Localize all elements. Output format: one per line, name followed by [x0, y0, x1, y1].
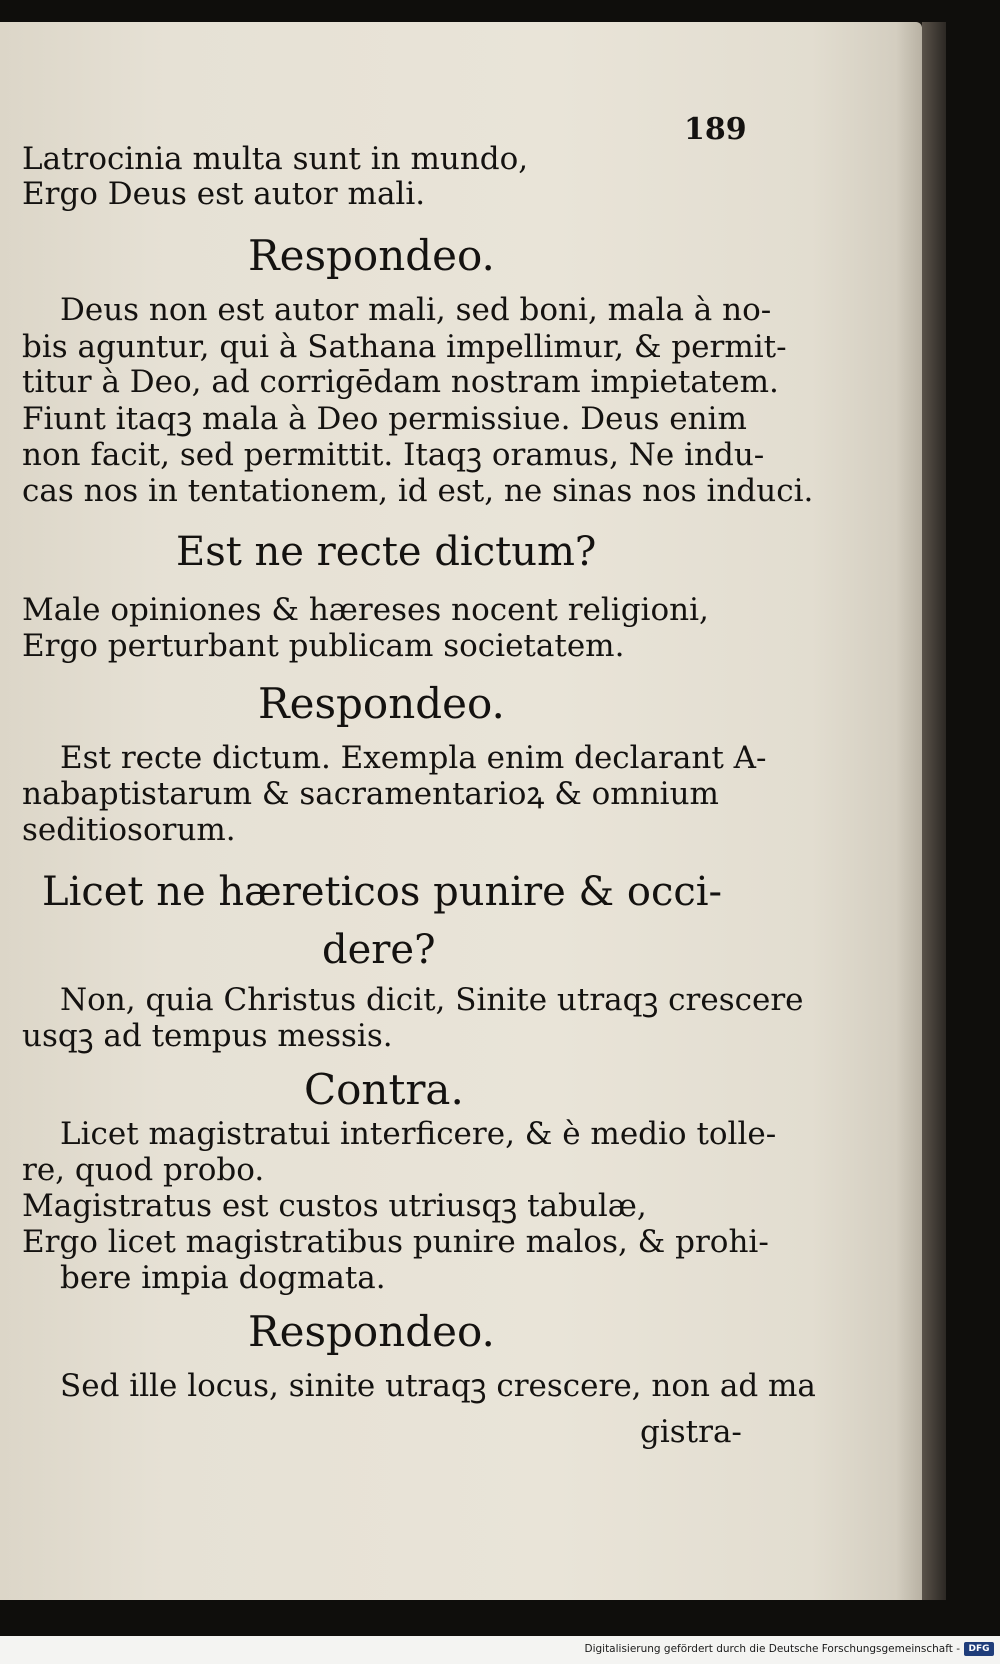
- text-line: cas nos in tentationem, id est, ne sinas nos induci.: [22, 473, 814, 509]
- text-line: Male opiniones & hæreses nocent religioni,: [22, 592, 709, 628]
- text-line: Sed ille locus, sinite utraqꝫ crescere, non ad ma: [60, 1368, 816, 1404]
- text-line: Ergo Deus est autor mali.: [22, 176, 426, 212]
- text-line: bis aguntur, qui à Sathana impellimur, & permit-: [22, 329, 787, 365]
- text-line: usqꝫ ad tempus messis.: [22, 1018, 393, 1054]
- book-spine: [922, 22, 946, 1600]
- text-line: nabaptistarum & sacramentarioꝝ & omnium: [22, 776, 719, 812]
- dfg-logo-icon: DFG: [964, 1642, 994, 1656]
- text-line: bere impia dogmata.: [60, 1260, 386, 1296]
- section-heading: Contra.: [304, 1065, 464, 1114]
- text-line: Est recte dictum. Exempla enim declarant A-: [60, 740, 767, 776]
- text-line: Magistratus est custos utriusqꝫ tabulæ,: [22, 1188, 647, 1224]
- section-heading: Respondeo.: [248, 231, 495, 280]
- footer-credit: Digitalisierung gefördert durch die Deutsche Forschungsgemeinschaft -: [584, 1643, 960, 1655]
- text-line: titur à Deo, ad corrigēdam nostram impietatem.: [22, 364, 779, 400]
- text-line: Ergo perturbant publicam societatem.: [22, 628, 625, 664]
- text-line: Fiunt itaqꝫ mala à Deo permissiue. Deus enim: [22, 401, 747, 437]
- section-heading: Respondeo.: [248, 1307, 495, 1356]
- text-line: re, quod probo.: [22, 1152, 265, 1188]
- text-line: seditiosorum.: [22, 812, 236, 848]
- text-line: Non, quia Christus dicit, Sinite utraqꝫ crescere: [60, 982, 804, 1018]
- text-line: Ergo licet magistratibus punire malos, & prohi-: [22, 1224, 769, 1260]
- question-heading: Est ne recte dictum?: [176, 529, 597, 575]
- catchword: gistra-: [640, 1414, 742, 1450]
- text-line: Latrocinia multa sunt in mundo,: [22, 141, 529, 177]
- text-line: non facit, sed permittit. Itaqꝫ oramus, Ne indu-: [22, 437, 765, 473]
- text-line: Licet magistratui interficere, & è medio tolle-: [60, 1116, 777, 1152]
- question-heading: Licet ne hæreticos punire & occi-: [42, 869, 723, 915]
- text-line: Deus non est autor mali, sed boni, mala à no-: [60, 292, 772, 328]
- section-heading: Respondeo.: [258, 679, 505, 728]
- page-number: 189: [684, 112, 747, 147]
- question-heading: dere?: [322, 927, 436, 973]
